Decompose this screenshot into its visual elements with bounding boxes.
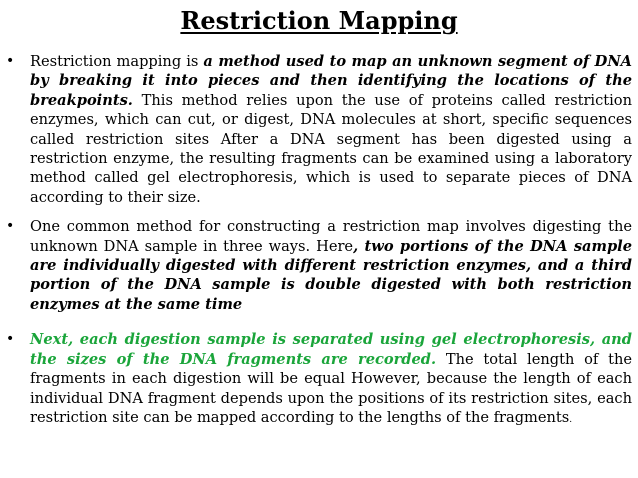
bullet-item-restriction-mapping xyxy=(6,52,632,207)
bullet-marker: • xyxy=(6,53,15,69)
bullet-marker: • xyxy=(6,218,15,235)
bullet-marker: • xyxy=(6,331,15,348)
bullet-emphasis-green: Next, each digestion sample is separated using gel electrophoresis, and the sizes of the DNA fragments are recorded. xyxy=(30,331,632,368)
slide-title: Restriction Mapping xyxy=(180,6,458,35)
bullet-emphasis: , two portions of the DNA sample are individually digested with different restriction enzymes, and a third portion of the DNA sample is double digested with both restriction enzymes at the same time xyxy=(30,237,632,313)
bullet-text: One common method for constructing a restriction map involves digesting the unknown DNA sample in three ways. Here xyxy=(30,218,632,255)
bullet-text: Restriction mapping is xyxy=(30,53,204,70)
bullet-item-gel-electrophoresis xyxy=(6,330,632,430)
bullet-list xyxy=(6,52,632,430)
bullet-text: The total length of the fragments in each digestion will be equal However, because the length of each individual DNA fragment depends upon the positions of its restriction sites, each restriction site can be mapped according to the lengths of the fragments xyxy=(30,350,632,426)
bullet-text: This method relies upon the use of proteins called restriction enzymes, which can cut, or digest, DNA molecules at short, specific sequences called restriction sites After a DNA segment has been digested using a restriction enzyme, the resulting fragments can be examined using a laboratory method called gel electrophoresis, which is used to separate pieces of DNA according to their size. xyxy=(30,91,632,206)
bullet-period: . xyxy=(569,414,573,425)
bullet-emphasis: a method used to map an unknown segment of DNA by breaking it into pieces and then identifying the locations of the breakpoints. xyxy=(30,53,633,109)
bullet-item-constructing-map xyxy=(6,217,632,314)
